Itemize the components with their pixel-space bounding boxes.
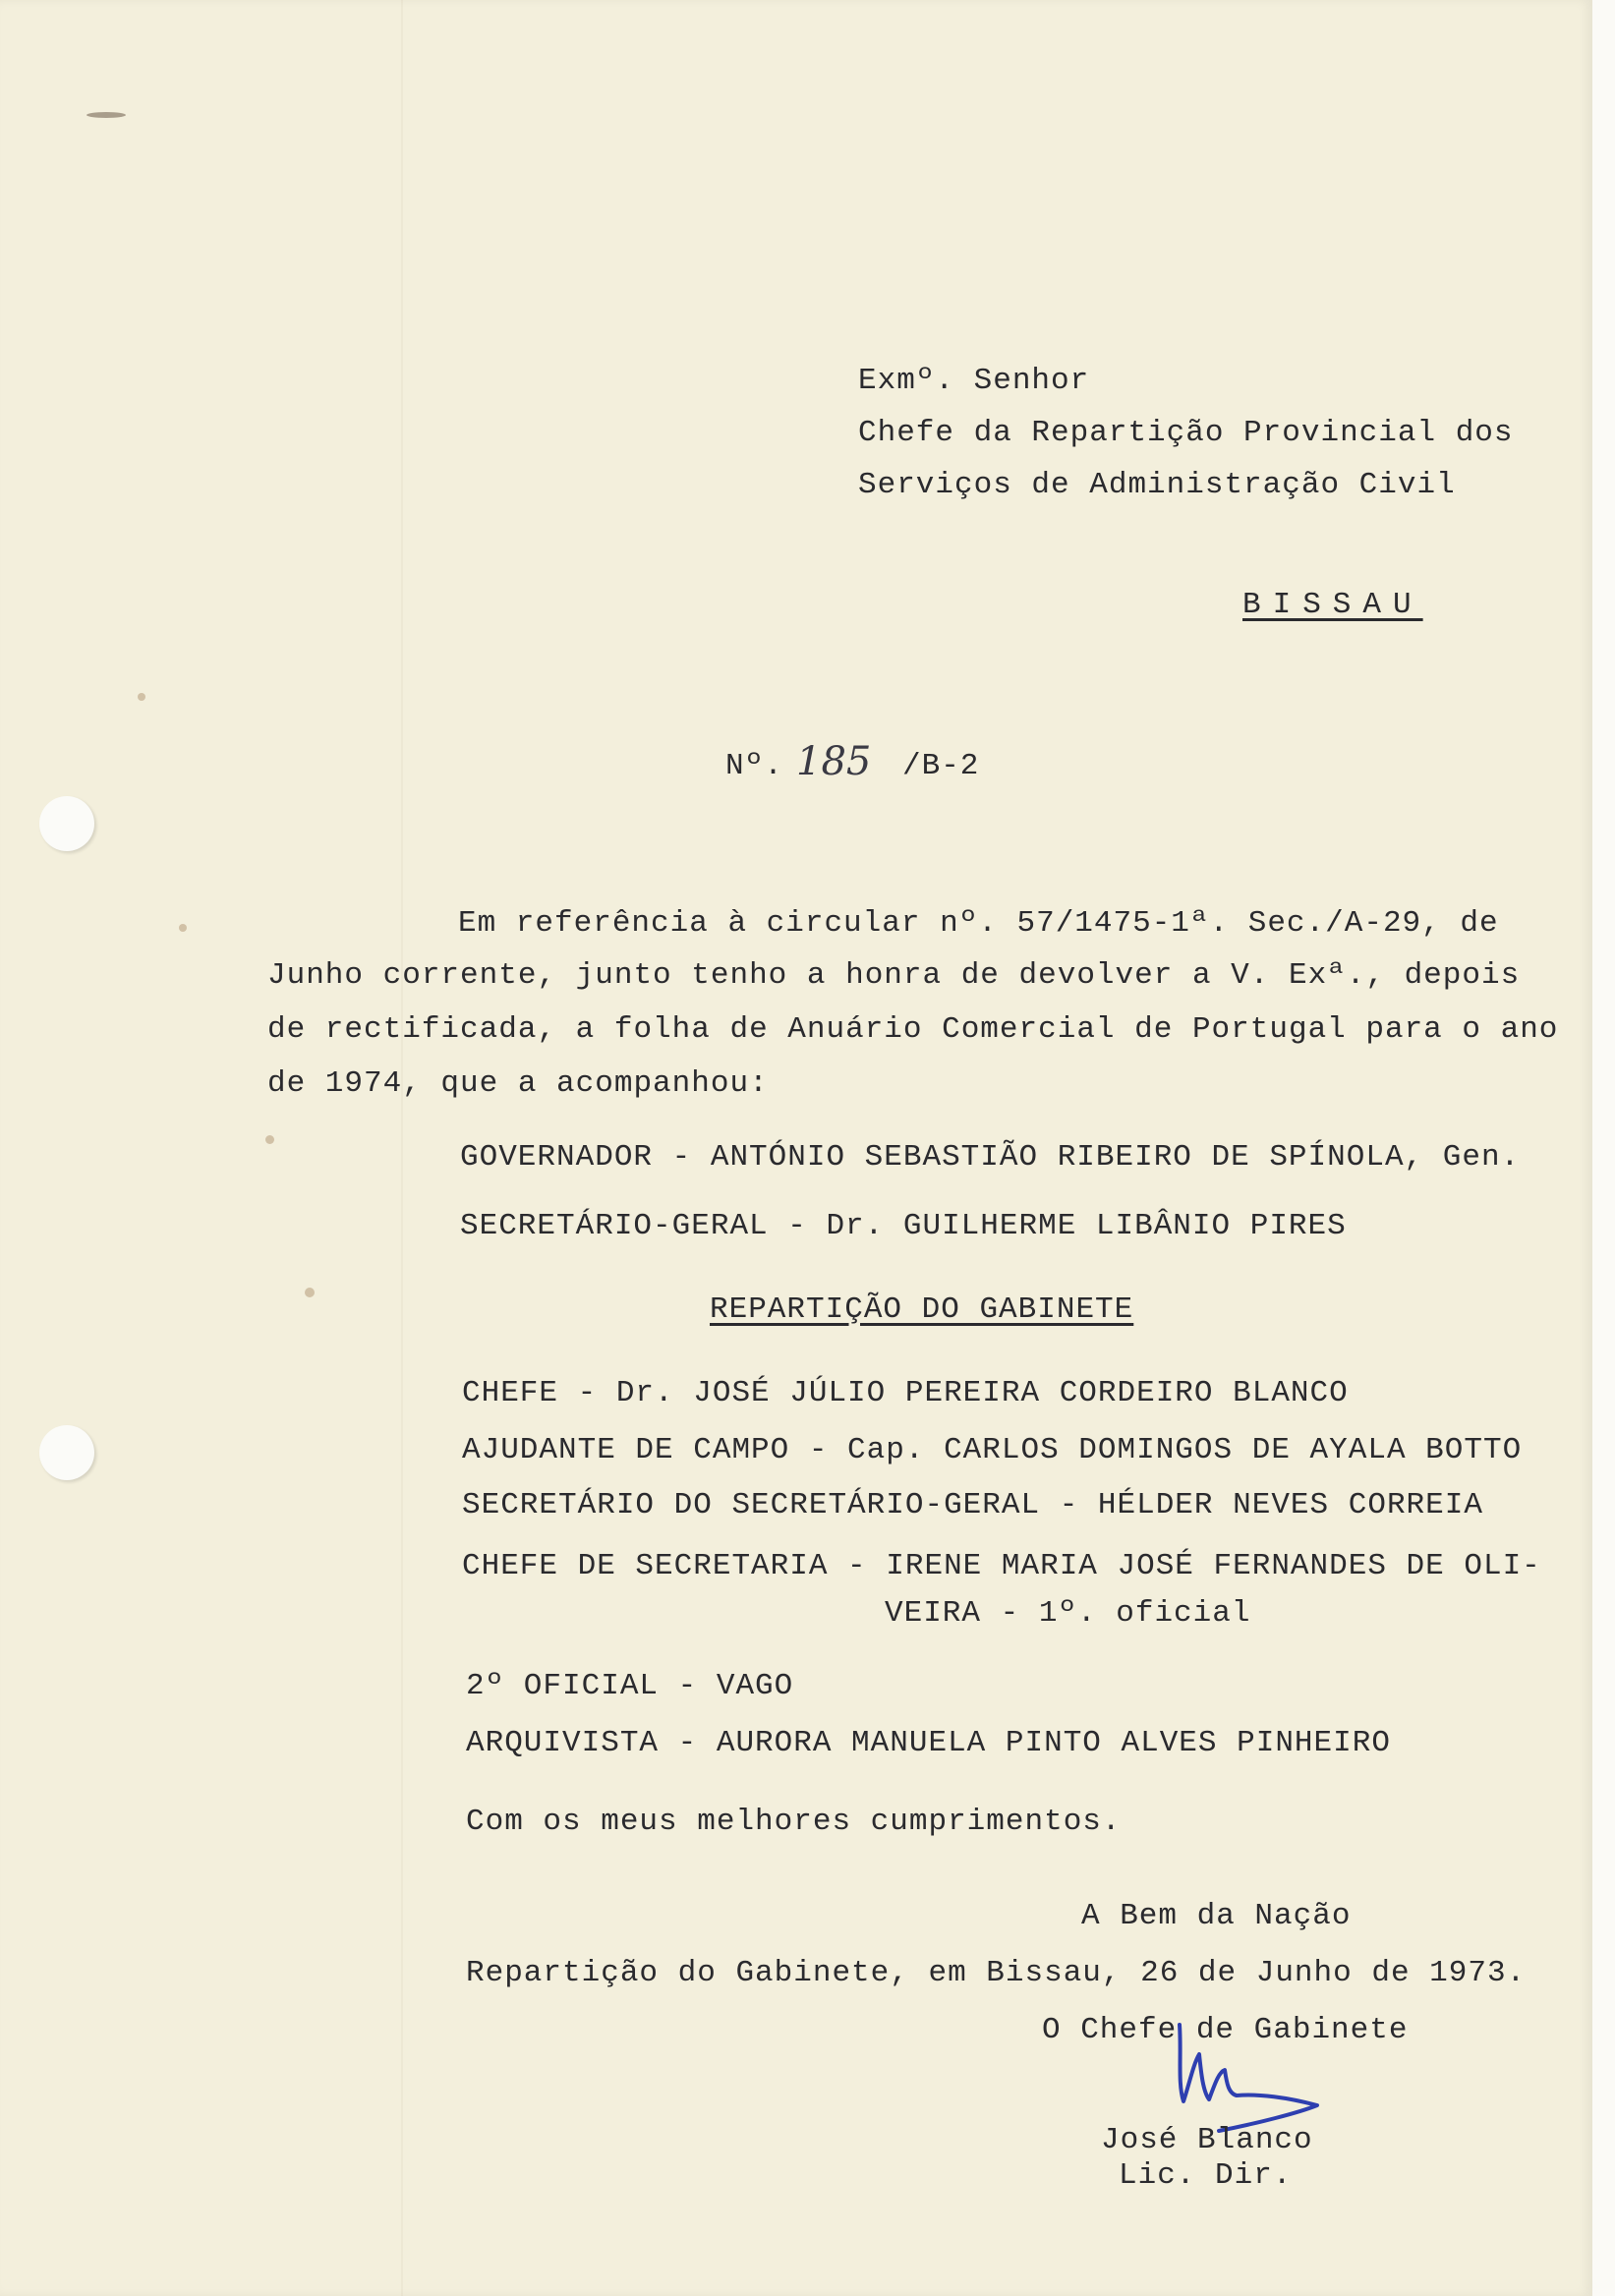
signatory-title: O Chefe de Gabinete	[1042, 2013, 1409, 2047]
body-line-2: Junho corrente, junto tenho a honra de devolver a V. Exª., depois	[267, 958, 1521, 993]
staff-governador: GOVERNADOR - ANTÓNIO SEBASTIÃO RIBEIRO DE SPÍNOLA, Gen.	[460, 1140, 1521, 1175]
address-line-2: Chefe da Repartição Provincial dos	[858, 416, 1514, 450]
paper-speck	[305, 1288, 315, 1297]
staff-chefe-secretaria-cont: VEIRA - 1º. oficial	[885, 1596, 1251, 1631]
ink-smudge	[87, 112, 126, 118]
staff-chefe-secretaria: CHEFE DE SECRETARIA - IRENE MARIA JOSÉ FERNANDES DE OLI-	[462, 1549, 1541, 1583]
section-heading: REPARTIÇÃO DO GABINETE	[710, 1292, 1134, 1327]
address-salutation: Exmº. Senhor	[858, 364, 1090, 398]
page-edge	[1592, 0, 1615, 2296]
fold-line	[401, 0, 403, 2296]
staff-secretario-geral: SECRETÁRIO-GERAL - Dr. GUILHERME LIBÂNIO PIRES	[460, 1209, 1347, 1243]
signatory-degree: Lic. Dir.	[1119, 2158, 1293, 2193]
address-line-3: Serviços de Administração Civil	[858, 468, 1456, 502]
paper-speck	[138, 693, 145, 701]
punch-hole-top	[39, 796, 94, 851]
closing-place-date: Repartição do Gabinete, em Bissau, 26 de Junho de 1973.	[466, 1956, 1527, 1990]
address-city: BISSAU	[1242, 588, 1423, 622]
handwritten-reference-number: 185	[796, 739, 872, 784]
body-line-3: de rectificada, a folha de Anuário Comercial de Portugal para o ano	[267, 1012, 1559, 1047]
staff-segundo-oficial: 2º OFICIAL - VAGO	[466, 1669, 794, 1703]
staff-ajudante-de-campo: AJUDANTE DE CAMPO - Cap. CARLOS DOMINGOS DE AYALA BOTTO	[462, 1433, 1523, 1467]
closing-regards: Com os meus melhores cumprimentos.	[466, 1805, 1122, 1839]
body-line-4: de 1974, que a acompanhou:	[267, 1066, 769, 1101]
signatory-name: José Blanco	[1101, 2123, 1313, 2157]
paper-speck	[179, 924, 187, 932]
punch-hole-bottom	[39, 1425, 94, 1480]
signature	[1160, 2015, 1337, 2133]
body-line-1: Em referência à circular nº. 57/1475-1ª. Sec./A-29, de	[458, 906, 1499, 941]
closing-motto: A Bem da Nação	[1081, 1899, 1352, 1933]
signature-stroke	[1180, 2025, 1317, 2131]
staff-arquivista: ARQUIVISTA - AURORA MANUELA PINTO ALVES PINHEIRO	[466, 1726, 1391, 1760]
paper-speck	[265, 1135, 274, 1144]
reference-suffix: /B-2	[902, 749, 980, 783]
staff-secretario-do-sg: SECRETÁRIO DO SECRETÁRIO-GERAL - HÉLDER NEVES CORREIA	[462, 1488, 1483, 1522]
staff-chefe: CHEFE - Dr. JOSÉ JÚLIO PEREIRA CORDEIRO BLANCO	[462, 1376, 1349, 1410]
reference-prefix: Nº.	[725, 749, 783, 783]
